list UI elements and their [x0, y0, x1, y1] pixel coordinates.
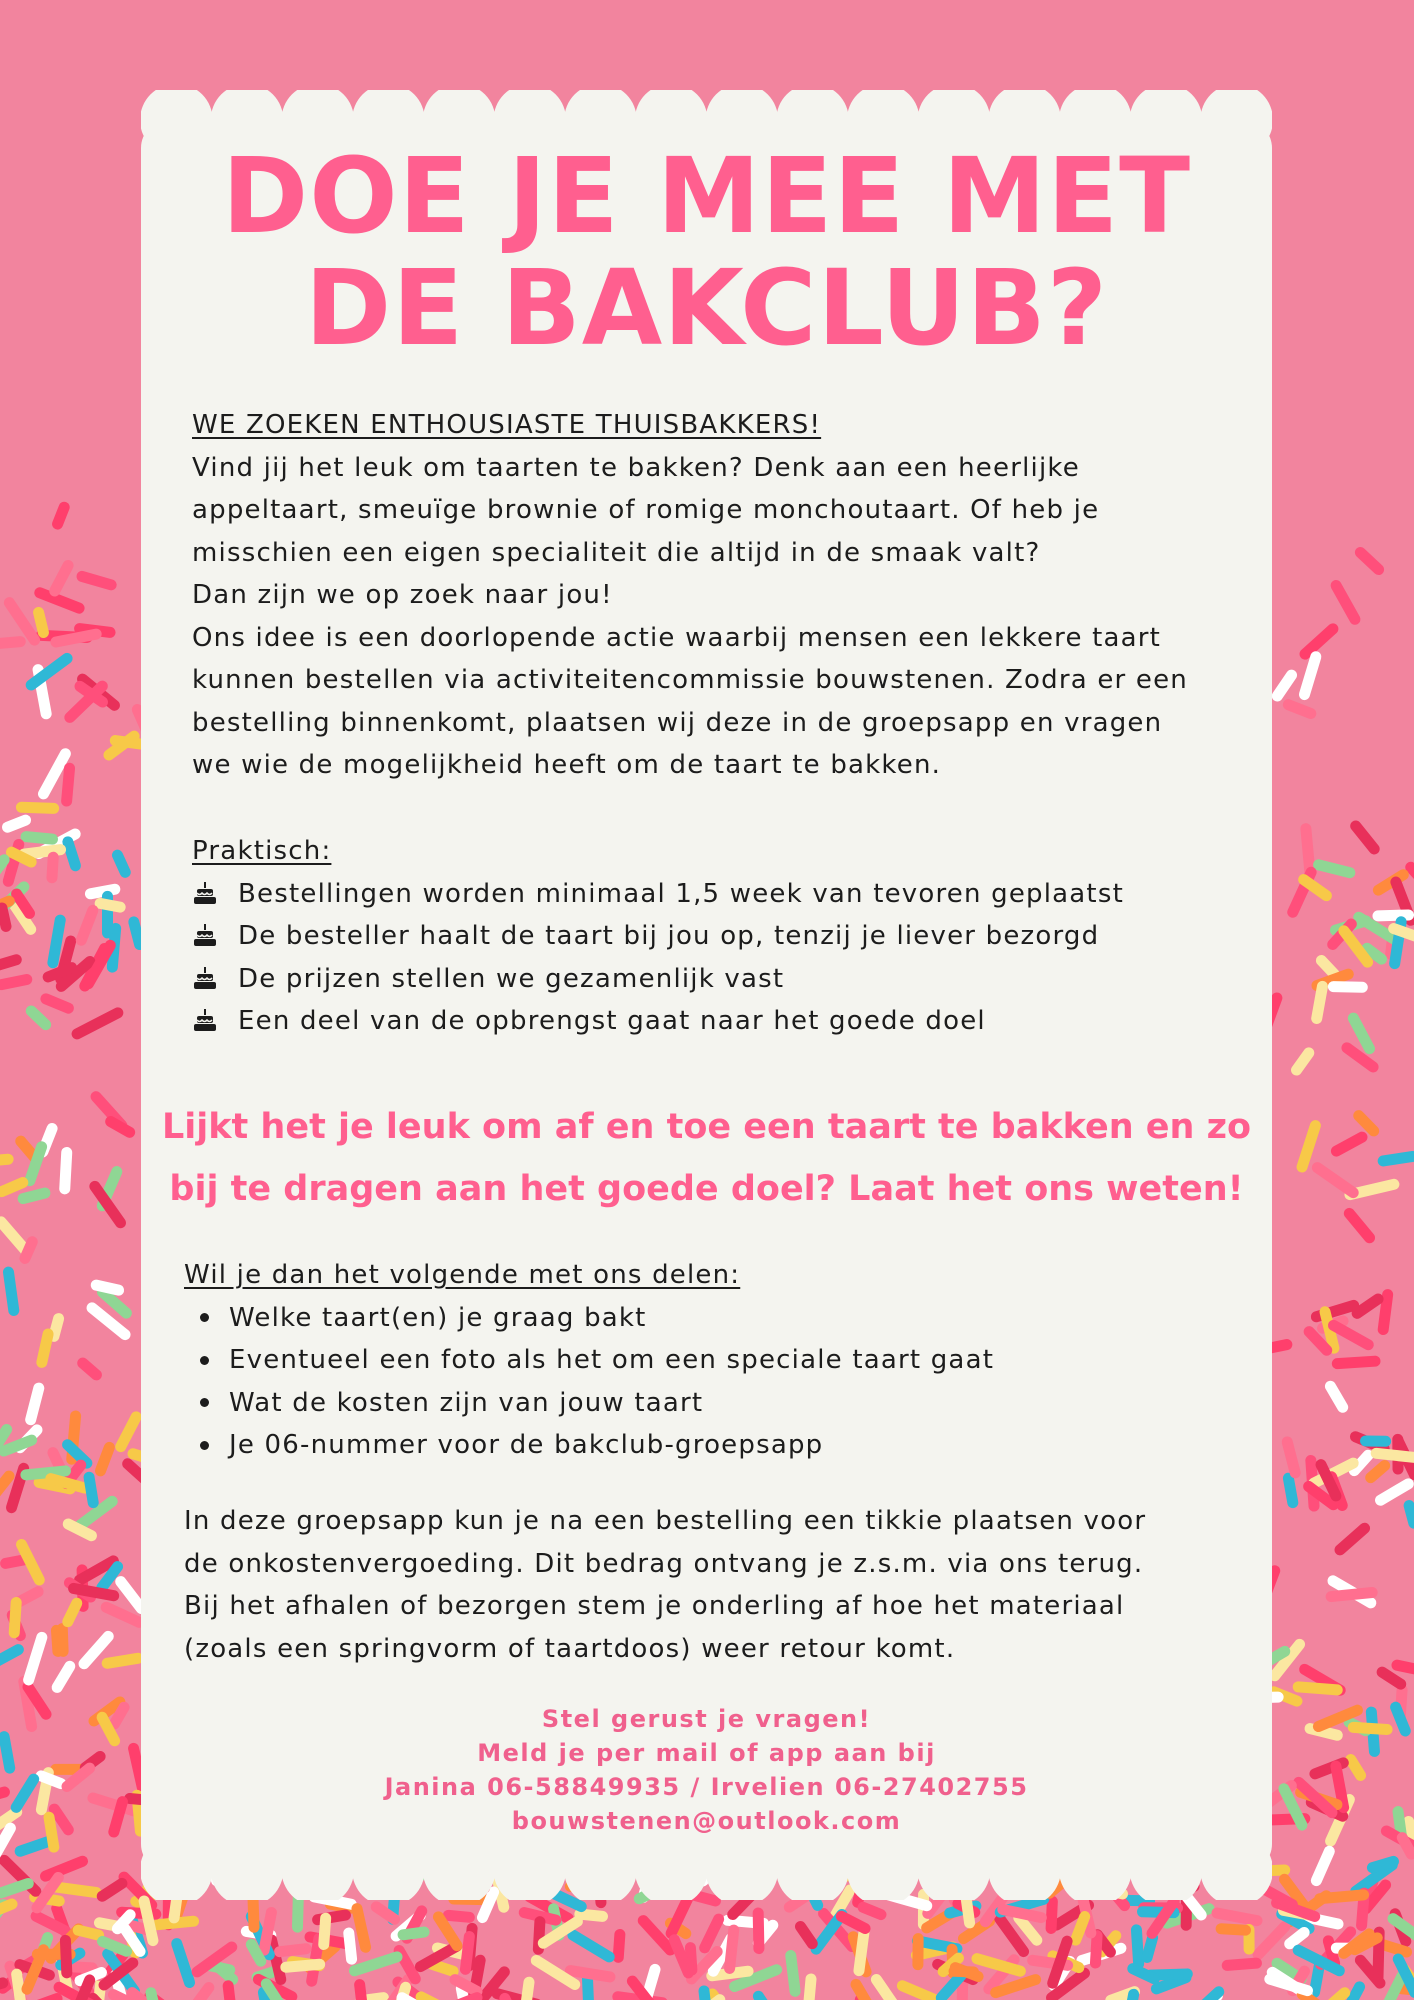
- sprinkle: [121, 1417, 136, 1447]
- sprinkle: [1258, 1926, 1285, 1954]
- sprinkle: [0, 1476, 9, 1505]
- sprinkle: [117, 855, 125, 872]
- intro-line: Vind jij het leuk om taarten te bakken? Denk aan een heerlijke: [192, 452, 1080, 483]
- sprinkle: [68, 842, 76, 866]
- poster-title: [141, 135, 1272, 369]
- sprinkle: [360, 1985, 364, 2000]
- intro-line: bestelling binnenkomt, plaatsen wij deze in de groepsapp en vragen: [192, 707, 1163, 738]
- sprinkle: [280, 1949, 307, 1952]
- sprinkle: [151, 1993, 155, 2000]
- callout-text: [141, 1096, 1272, 1220]
- sprinkle: [57, 1666, 70, 1687]
- contact-line: Stel gerust je vragen!: [541, 1705, 872, 1733]
- sprinkle: [1353, 1727, 1387, 1729]
- contact-email[interactable]: bouwstenen@outlook.com: [511, 1807, 902, 1835]
- sprinkle: [54, 1809, 68, 1830]
- sprinkle: [43, 754, 65, 794]
- closing-line: (zoals een springvorm of taartdoos) weer retour komt.: [184, 1633, 956, 1664]
- sprinkle: [20, 1842, 48, 1852]
- list-item-text: Eventueel een foto als het om een speciale taart gaat: [229, 1345, 995, 1375]
- sprinkle: [100, 903, 120, 907]
- sprinkle: [1389, 1976, 1402, 2000]
- intro-line: Dan zijn we op zoek naar jou!: [192, 580, 613, 610]
- cake-icon: [192, 966, 218, 992]
- sprinkle: [26, 837, 52, 839]
- sprinkle: [29, 1637, 42, 1680]
- sprinkle: [1095, 1936, 1097, 1963]
- sprinkle: [1201, 1992, 1219, 2000]
- sprinkle: [1340, 1528, 1365, 1550]
- sprinkle: [1359, 1116, 1374, 1131]
- sprinkle: [65, 1153, 67, 1189]
- bullet-dot: [200, 1356, 209, 1365]
- sprinkle: [77, 1013, 118, 1034]
- sprinkle: [1376, 1453, 1414, 1458]
- sprinkle: [8, 1272, 13, 1310]
- callout-line-1: Lijkt het je leuk om af en toe een taart te bakken en zo: [161, 1107, 1252, 1147]
- sprinkle: [31, 1011, 45, 1025]
- sprinkle: [26, 1471, 65, 1475]
- sprinkle: [1321, 961, 1334, 974]
- list-item-text: Bestellingen worden minimaal 1,5 week van tevoren geplaatst: [238, 878, 1124, 909]
- cake-icon: [192, 881, 218, 907]
- sprinkle: [618, 1935, 620, 1958]
- sprinkle: [9, 603, 34, 640]
- intro-line: we wie de mogelijkheid heeft om de taart te bakken.: [192, 750, 942, 780]
- sprinkle: [357, 1909, 366, 1948]
- sprinkle: [448, 1915, 469, 1917]
- sprinkle: [1288, 705, 1311, 714]
- sprinkle: [52, 857, 53, 877]
- sprinkle: [1409, 1506, 1414, 1524]
- contact-info: [141, 1702, 1272, 1838]
- list-item-text: Een deel van de opbrengst gaat naar het goede doel: [238, 1006, 986, 1036]
- list-item: [184, 1339, 1244, 1382]
- sprinkle: [14, 1602, 16, 1632]
- sprinkle: [954, 1971, 973, 1972]
- sprinkle: [2, 1183, 23, 1192]
- sprinkle: [1051, 1901, 1052, 1928]
- sprinkle: [863, 1907, 881, 1914]
- share-section: [184, 1254, 1244, 1467]
- sprinkle: [49, 1817, 54, 1847]
- sprinkle: [1290, 1933, 1304, 1944]
- sprinkle: [1357, 1299, 1378, 1313]
- sprinkle: [1304, 657, 1315, 695]
- sprinkle: [106, 1607, 139, 1622]
- sprinkle: [1309, 1332, 1327, 1351]
- sprinkle: [17, 1974, 22, 2000]
- sprinkle: [65, 1940, 66, 1972]
- sprinkle: [1302, 1126, 1315, 1167]
- intro-line: misschien een eigen specialiteit die altijd in de smaak valt?: [192, 537, 1041, 568]
- sprinkle: [0, 1792, 4, 1799]
- list-item-text: De prijzen stellen we gezamenlijk vast: [238, 963, 785, 994]
- sprinkle: [53, 920, 60, 963]
- closing-line: In deze groepsapp kun je na een bestelling een tikkie plaatsen voor: [184, 1506, 1147, 1536]
- sprinkle: [134, 922, 140, 945]
- sprinkle: [196, 1988, 209, 2000]
- sprinkle: [1371, 1466, 1385, 1478]
- sprinkle: [89, 1477, 93, 1502]
- sprinkle: [1382, 1672, 1401, 1684]
- sprinkle: [39, 612, 44, 632]
- sprinkle: [523, 1982, 529, 2000]
- sprinkle: [40, 593, 79, 608]
- bullet-dot: [200, 1441, 209, 1450]
- contact-line: Meld je per mail of app aan bij: [477, 1739, 936, 1767]
- sprinkle: [0, 642, 20, 645]
- list-item-text: Wat de kosten zijn van jouw taart: [229, 1387, 704, 1418]
- intro-heading: WE ZOEKEN ENTHOUSIASTE THUISBAKKERS!: [192, 410, 822, 440]
- sprinkle: [1331, 1592, 1372, 1596]
- sprinkle: [1003, 1910, 1042, 1918]
- sprinkle: [1382, 1945, 1406, 1952]
- sprinkle: [0, 1650, 18, 1668]
- sprinkle: [1277, 675, 1291, 696]
- sprinkle: [1381, 1484, 1409, 1500]
- sprinkle: [1076, 1917, 1085, 1941]
- list-item: [184, 1297, 1244, 1340]
- sprinkle: [67, 768, 70, 801]
- sprinkle: [587, 1976, 589, 2000]
- sprinkle: [1360, 552, 1378, 569]
- sprinkle: [1288, 1478, 1292, 1502]
- sprinkle: [1319, 1993, 1345, 2000]
- sprinkle: [0, 1904, 12, 1912]
- sprinkle: [100, 1447, 109, 1471]
- scalloped-edge-bottom: [141, 1840, 1272, 1900]
- sprinkle: [1397, 1665, 1414, 1670]
- sprinkle: [2, 979, 27, 984]
- cake-icon: [192, 923, 218, 949]
- cake-icon: [192, 1008, 218, 1034]
- closing-line: de onkostenvergoeding. Dit bedrag ontvang je z.s.m. via ons terug.: [184, 1548, 1144, 1579]
- sprinkle: [107, 1658, 138, 1663]
- sprinkle: [31, 1388, 39, 1420]
- sprinkle: [1383, 1156, 1413, 1161]
- sprinkle: [1317, 1168, 1353, 1193]
- sprinkle: [1147, 1938, 1153, 1958]
- sprinkle: [27, 1950, 44, 1989]
- sprinkle: [1336, 1137, 1362, 1151]
- sprinkle: [705, 1919, 719, 1948]
- sprinkle: [41, 1776, 61, 1784]
- sprinkle: [55, 565, 68, 591]
- sprinkle: [6, 1560, 25, 1564]
- sprinkle: [1221, 1929, 1245, 1930]
- sprinkle: [82, 576, 111, 584]
- sprinkle: [1298, 1687, 1337, 1690]
- sprinkle: [1227, 1963, 1256, 1965]
- sprinkle: [570, 1971, 610, 1977]
- sprinkle: [841, 1916, 865, 1928]
- sprinkle: [808, 1979, 811, 2000]
- sprinkle: [580, 1914, 603, 1916]
- sprinkle: [1356, 826, 1374, 849]
- sprinkle: [704, 1991, 708, 2000]
- sprinkle: [859, 1933, 864, 1971]
- list-item: [184, 1382, 1244, 1425]
- sprinkle: [1, 1222, 25, 1250]
- sprinkle: [1337, 1361, 1375, 1363]
- contact-phones: Janina 06-58849935 / Irvelien 06-27402755: [384, 1773, 1029, 1801]
- sprinkle: [58, 507, 65, 524]
- sprinkle: [83, 1363, 97, 1375]
- intro-section: [192, 404, 1252, 787]
- sprinkle: [68, 1603, 77, 1621]
- list-item: [192, 873, 1252, 916]
- list-item: [184, 1424, 1244, 1467]
- bullet-dot: [200, 1313, 209, 1322]
- sprinkle: [1305, 629, 1333, 654]
- sprinkle: [758, 1996, 769, 2000]
- sprinkle: [56, 634, 96, 642]
- sprinkle: [286, 1964, 320, 1967]
- list-item: [192, 1000, 1252, 1043]
- sprinkle: [1372, 1861, 1393, 1867]
- list-item: [192, 915, 1252, 958]
- sprinkle: [1297, 1053, 1309, 1070]
- closing-line: Bij het afhalen of bezorgen stem je onderling af hoe het materiaal: [184, 1591, 1125, 1621]
- closing-paragraph: [184, 1500, 1264, 1670]
- sprinkle: [62, 1629, 63, 1652]
- sprinkle: [228, 1986, 232, 2000]
- sprinkle: [23, 1193, 45, 1199]
- sprinkle: [81, 910, 93, 940]
- intro-line: kunnen bestellen via activiteitencommissie bouwstenen. Zodra er een: [192, 665, 1188, 695]
- sprinkle: [355, 1957, 398, 1971]
- sprinkle: [55, 1887, 96, 1893]
- practical-section: [192, 830, 1252, 1043]
- list-item-text: Je 06-nummer voor de bakclub-groepsapp: [229, 1430, 824, 1460]
- sprinkle: [4, 1737, 10, 1768]
- sprinkle: [324, 1918, 326, 1944]
- sprinkle: [74, 1588, 114, 1595]
- sprinkle: [1306, 829, 1310, 872]
- sprinkle: [856, 1984, 868, 2000]
- sprinkle: [1353, 1018, 1369, 1049]
- sprinkle: [791, 1956, 795, 1992]
- sprinkle: [1383, 1295, 1387, 1330]
- sprinkle: [1136, 1930, 1138, 1964]
- sprinkle: [0, 960, 16, 969]
- sprinkle: [1316, 1851, 1329, 1880]
- sprinkle: [103, 1292, 127, 1313]
- sprinkle: [21, 807, 53, 808]
- sprinkle: [730, 1930, 734, 1968]
- sprinkle: [432, 1964, 453, 1971]
- sprinkle: [264, 1912, 271, 1950]
- sprinkle: [78, 1930, 98, 1935]
- practical-heading: Praktisch:: [192, 836, 332, 866]
- sprinkle: [573, 1935, 609, 1957]
- sprinkle: [121, 1582, 142, 1609]
- sprinkle: [1320, 1895, 1364, 1899]
- sprinkle: [1378, 915, 1409, 916]
- sprinkle: [96, 1285, 118, 1290]
- sprinkle: [1330, 1386, 1342, 1407]
- share-heading: Wil je dan het volgende met ons delen:: [184, 1260, 741, 1290]
- sprinkle: [1349, 1213, 1369, 1237]
- sprinkle: [1319, 865, 1350, 873]
- title-line-1: DOE JE MEE MET: [221, 135, 1192, 257]
- sprinkle: [46, 999, 69, 1008]
- sprinkle: [1317, 986, 1323, 1018]
- sprinkle: [7, 820, 25, 827]
- sprinkle: [1217, 1913, 1257, 1921]
- sprinkle: [1351, 1760, 1361, 1776]
- sprinkle: [465, 1937, 469, 1970]
- sprinkle: [54, 1319, 59, 1337]
- sprinkle: [2, 908, 6, 926]
- sprinkle: [102, 1883, 122, 1896]
- sprinkle: [1287, 1442, 1295, 1473]
- sprinkle: [800, 1927, 812, 1944]
- sprinkle: [42, 1334, 48, 1362]
- sprinkle: [403, 1932, 424, 1935]
- sprinkle: [1333, 1325, 1368, 1344]
- sprinkle: [0, 1159, 8, 1162]
- intro-line: appeltaart, smeuïge brownie of romige monchoutaart. Of heb je: [192, 495, 1100, 525]
- sprinkle: [4, 1440, 32, 1451]
- sprinkle: [1333, 987, 1362, 988]
- sprinkle: [876, 1980, 900, 2000]
- sprinkle: [1336, 586, 1355, 620]
- sprinkle: [1, 1883, 28, 1892]
- callout-line-2: bij te dragen aan het goede doel? Laat het ons weten!: [169, 1169, 1244, 1209]
- sprinkle: [25, 1242, 32, 1259]
- intro-line: Ons idee is een doorlopende actie waarbij mensen een lekkere taart: [192, 622, 1162, 653]
- sprinkle: [16, 1779, 33, 1807]
- sprinkle: [349, 1933, 352, 1959]
- list-item-text: Welke taart(en) je graag bakt: [229, 1302, 647, 1333]
- title-line-2: DE BAKCLUB?: [304, 247, 1109, 369]
- sprinkle: [758, 1913, 759, 1949]
- bullet-dot: [200, 1398, 209, 1407]
- sprinkle: [45, 1861, 82, 1876]
- sprinkle: [177, 1944, 190, 1983]
- list-item: [192, 958, 1252, 1001]
- list-item-text: De besteller haalt de taart bij jou op, tenzij je liever bezorgd: [238, 921, 1100, 951]
